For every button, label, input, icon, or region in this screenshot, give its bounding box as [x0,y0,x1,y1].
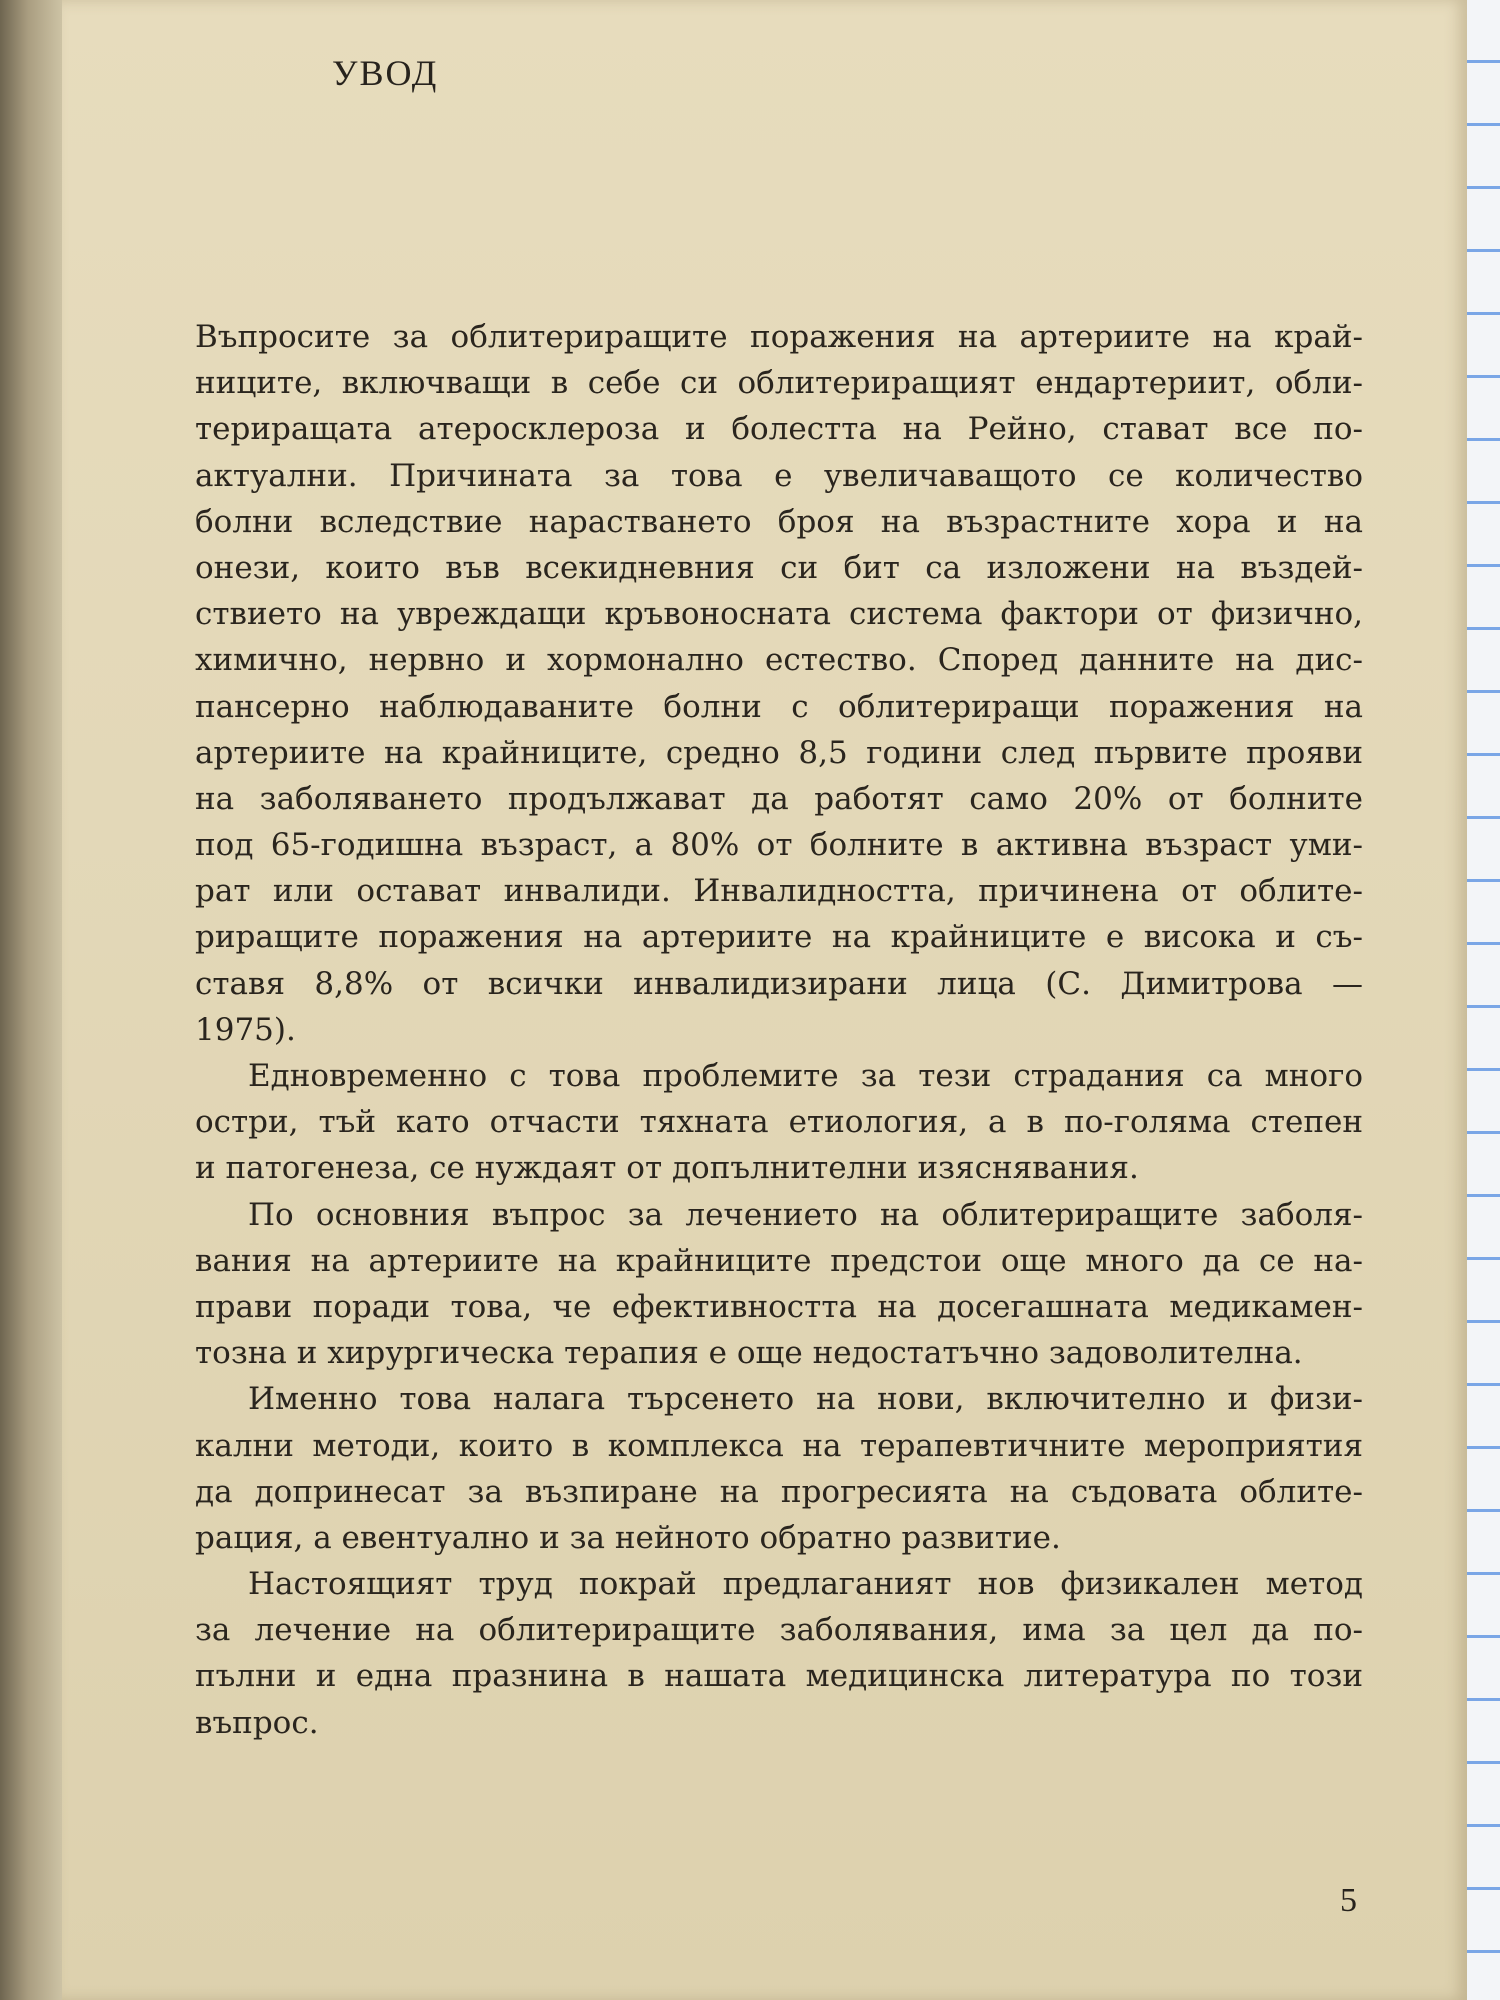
text-line: ниците, включващи в себе си облитериращият ендартериит, обли- [195,365,1363,402]
text-line: и патогенеза, се нуждаят от допълнителни изяснявания. [195,1150,1139,1187]
text-line: рация, а евентуално и за нейното обратно развитие. [195,1519,1061,1556]
text-line: пансерно наблюдаваните болни с облитериращи поражения на [195,688,1363,725]
text-line: онези, които във всекидневния си бит са изложени на въздей- [195,549,1363,586]
text-line: риращите поражения на артериите на крайниците е висока и съ- [195,919,1363,956]
text-line: рат или остават инвалиди. Инвалидността, причинена от облите- [195,873,1363,910]
text-line: въпрос. [195,1704,319,1741]
text-line: Настоящият труд покрай предлаганият нов физикален метод [248,1566,1363,1603]
text-line: 1975). [195,1011,296,1048]
text-line: под 65-годишна възраст, а 80% от болните в активна възраст уми- [195,827,1363,864]
text-line: териращата атеросклероза и болестта на Рейно, стават все по- [195,411,1363,448]
text-line: остри, тъй като отчасти тяхната етиология, а в по-голяма степен [195,1104,1363,1141]
text-line: ставя 8,8% от всички инвалидизирани лица (С. Димитрова — [195,965,1363,1002]
text-line: кални методи, които в комплекса на терапевтичните мероприятия [195,1427,1363,1464]
text-line: Едновременно с това проблемите за тези страдания са много [248,1058,1363,1094]
text-line: пълни и една празнина в нашата медицинска литература по този [195,1658,1363,1695]
text-line: артериите на крайниците, средно 8,5 години след първите прояви [195,734,1363,771]
text-line: ствието на увреждащи кръвоносната система фактори от физично, [195,596,1363,633]
text-line: Въпросите за облитериращите поражения на артериите на край- [195,319,1363,355]
text-line: за лечение на облитериращите заболявания, има за цел да по- [195,1612,1363,1649]
text-line: вания на артериите на крайниците предстои още много да се на- [195,1242,1363,1279]
text-line: прави поради това, че ефективността на досегашната медикамен- [195,1288,1363,1325]
page-heading: УВОД [332,53,439,93]
text-line: тозна и хирургическа терапия е още недостатъчно задоволителна. [195,1335,1303,1372]
text-line: на заболяването продължават да работят само 20% от болните [195,780,1363,817]
body-text [195,314,1363,1746]
book-spine-shadow [0,0,62,2000]
text-line: болни вследствие нарастването броя на възрастните хора и на [195,503,1363,540]
text-line: По основния въпрос за лечението на облитериращите заболя- [248,1196,1363,1233]
notebook-paper-edge [1467,0,1500,2000]
text-line: химично, нервно и хормонално естество. Според данните на дис- [195,642,1363,679]
book-page [62,0,1467,2000]
page-number: 5 [1340,1882,1357,1919]
text-line: Именно това налага търсенето на нови, включително и физи- [248,1381,1363,1418]
text-line: да допринесат за възпиране на прогресията на съдовата облите- [195,1473,1363,1510]
text-line: актуални. Причината за това е увеличаващото се количество [195,457,1363,494]
